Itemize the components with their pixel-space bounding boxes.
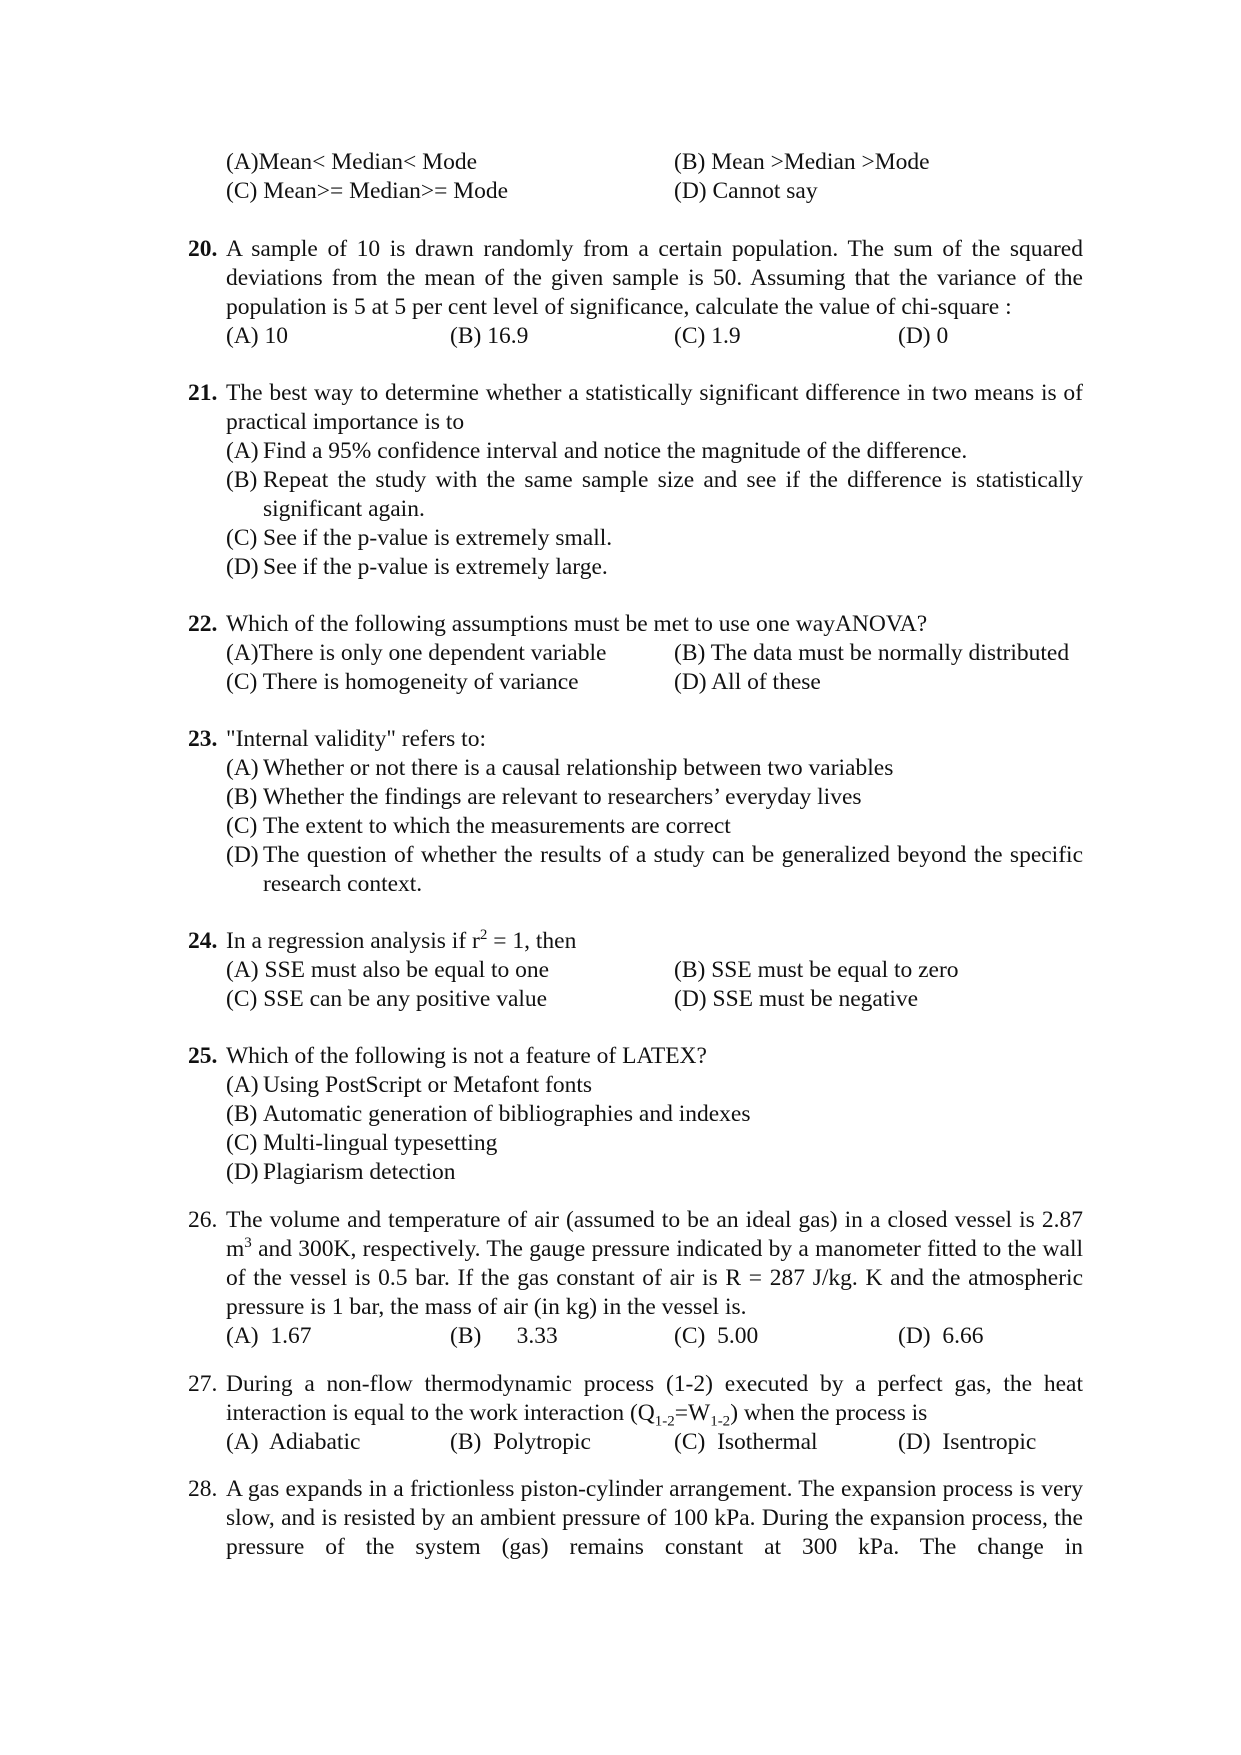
option-text: Automatic generation of bibliographies and indexes [263,1101,751,1127]
question-21 [188,379,1083,582]
option-label: (B) [226,784,258,810]
option-c: (C) There is homogeneity of variance [226,669,579,695]
option-label: (D) [226,554,259,580]
question-text: A sample of 10 is drawn randomly from a certain population. The sum of the squared deviations from the mean of the given sample is 50. Assuming that the variance of the population is 5 at 5 per cent level of significance, calculate the value of chi-square : [226,236,1083,320]
question-text: In a regression analysis if r [226,928,480,954]
option-a: (A)There is only one dependent variable [226,640,607,666]
question-22 [188,610,1083,697]
question-19-options [188,148,1083,206]
option-text: Using PostScript or Metafont fonts [263,1072,592,1098]
option-c: (C) 1.9 [674,323,741,349]
question-stem [188,1475,1083,1562]
question-stem [188,927,1083,956]
option-a: (A) 10 [226,323,288,349]
option-label: (C) [226,813,258,839]
question-number: 21. [188,380,218,406]
option-c [226,524,1083,553]
question-26 [188,1206,1083,1351]
option-d [226,1158,1083,1187]
question-text-tail: = 1, then [487,928,577,954]
option-text: Find a 95% confidence interval and notice the magnitude of the difference. [263,438,968,464]
question-stem [188,725,1083,754]
option-a: (A)Mean< Median< Mode [226,149,477,175]
superscript: 3 [244,1235,252,1252]
subscript: 1-2 [710,1413,731,1430]
option-d: (D) 0 [898,323,949,349]
option-a [226,1071,1083,1100]
option-text: The extent to which the measurements are correct [263,813,731,839]
question-number: 24. [188,928,218,954]
option-c [226,812,1083,841]
option-label: (C) [226,525,258,551]
question-28 [188,1475,1083,1562]
question-text-tail: and 300K, respectively. The gauge pressure indicated by a manometer fitted to the wall of the vessel is 0.5 bar. If the gas constant of air is R = 287 J/kg. K and the atmospheric pressure is 1 bar, the mass of air (in kg) in the vessel is. [226,1236,1083,1320]
option-b: (B) 3.33 [450,1323,558,1349]
option-c [226,1129,1083,1158]
question-stem [188,1206,1083,1322]
option-label: (C) [226,1130,258,1156]
option-label: (A) [226,755,259,781]
option-label: (B) [226,1101,258,1127]
question-stem [188,235,1083,322]
option-b: (B) Polytropic [450,1429,591,1455]
option-a: (A) Adiabatic [226,1429,361,1455]
question-text: Which of the following assumptions must be met to use one wayANOVA? [226,611,928,637]
option-text: See if the p-value is extremely large. [263,554,608,580]
option-c: (C) 5.00 [674,1323,759,1349]
question-stem [188,379,1083,437]
question-text: The volume and temperature of air (assumed to be an ideal gas) in a closed vessel is 2.87 m [226,1207,1083,1262]
option-d: (D) Cannot say [674,178,818,204]
question-number: 28. [188,1476,218,1502]
question-23 [188,725,1083,899]
option-a [226,437,1083,466]
option-label: (D) [226,842,259,868]
question-stem [188,1370,1083,1428]
option-d: (D) 6.66 [898,1323,984,1349]
question-27 [188,1370,1083,1457]
option-b: (B) SSE must be equal to zero [674,957,959,983]
option-a [226,754,1083,783]
question-text: During a non-flow thermodynamic process (1-2) executed by a perfect gas, the heat interaction is equal to the work interaction (Q [226,1371,1083,1426]
option-c: (C) SSE can be any positive value [226,986,548,1012]
option-c: (C) Mean>= Median>= Mode [226,178,509,204]
question-number: 26. [188,1207,218,1233]
option-label: (B) [226,467,258,493]
option-text: Multi-lingual typesetting [263,1130,498,1156]
option-label: (A) [226,1072,259,1098]
option-d [226,841,1083,899]
question-text: Which of the following is not a feature of LATEX? [226,1043,707,1069]
option-b: (B) 16.9 [450,323,529,349]
option-b [226,466,1083,524]
option-text: Plagiarism detection [263,1159,456,1185]
superscript: 2 [479,927,488,944]
question-number: 27. [188,1371,218,1397]
question-20 [188,235,1083,351]
option-label: (A) [226,438,259,464]
question-stem [188,610,1083,639]
option-d: (D) SSE must be negative [674,986,919,1012]
question-text-tail: ) when the process is [730,1400,928,1426]
question-text: A gas expands in a frictionless piston-cylinder arrangement. The expansion process is very slow, and is resisted by an ambient pressure of 100 kPa. During the expansion process, the pressure of the system (gas) remains constant at 300 kPa. The change in [226,1476,1083,1560]
option-d: (D) All of these [674,669,821,695]
option-text: See if the p-value is extremely small. [263,525,613,551]
question-number: 25. [188,1043,218,1069]
option-b: (B) Mean >Median >Mode [674,149,930,175]
option-text: Repeat the study with the same sample size and see if the difference is statistically significant again. [263,467,1083,522]
question-25 [188,1042,1083,1187]
question-number: 23. [188,726,218,752]
option-a: (A) SSE must also be equal to one [226,957,550,983]
option-text: Whether the findings are relevant to researchers’ everyday lives [263,784,862,810]
option-a: (A) 1.67 [226,1323,312,1349]
question-stem [188,1042,1083,1071]
option-label: (D) [226,1159,259,1185]
question-24 [188,927,1083,1014]
option-d: (D) Isentropic [898,1429,1037,1455]
option-b [226,783,1083,812]
question-text: The best way to determine whether a statistically significant difference in two means is of practical importance is to [226,380,1083,435]
question-text: "Internal validity" refers to: [226,726,486,752]
option-text: Whether or not there is a causal relationship between two variables [263,755,894,781]
option-d [226,553,1083,582]
option-b [226,1100,1083,1129]
question-number: 22. [188,611,218,637]
option-text: The question of whether the results of a study can be generalized beyond the specific research context. [263,842,1083,897]
question-number: 20. [188,236,218,262]
subscript: 1-2 [654,1413,675,1430]
question-text-mid: =W [674,1400,711,1426]
option-b: (B) The data must be normally distributed [674,640,1070,666]
option-c: (C) Isothermal [674,1429,818,1455]
